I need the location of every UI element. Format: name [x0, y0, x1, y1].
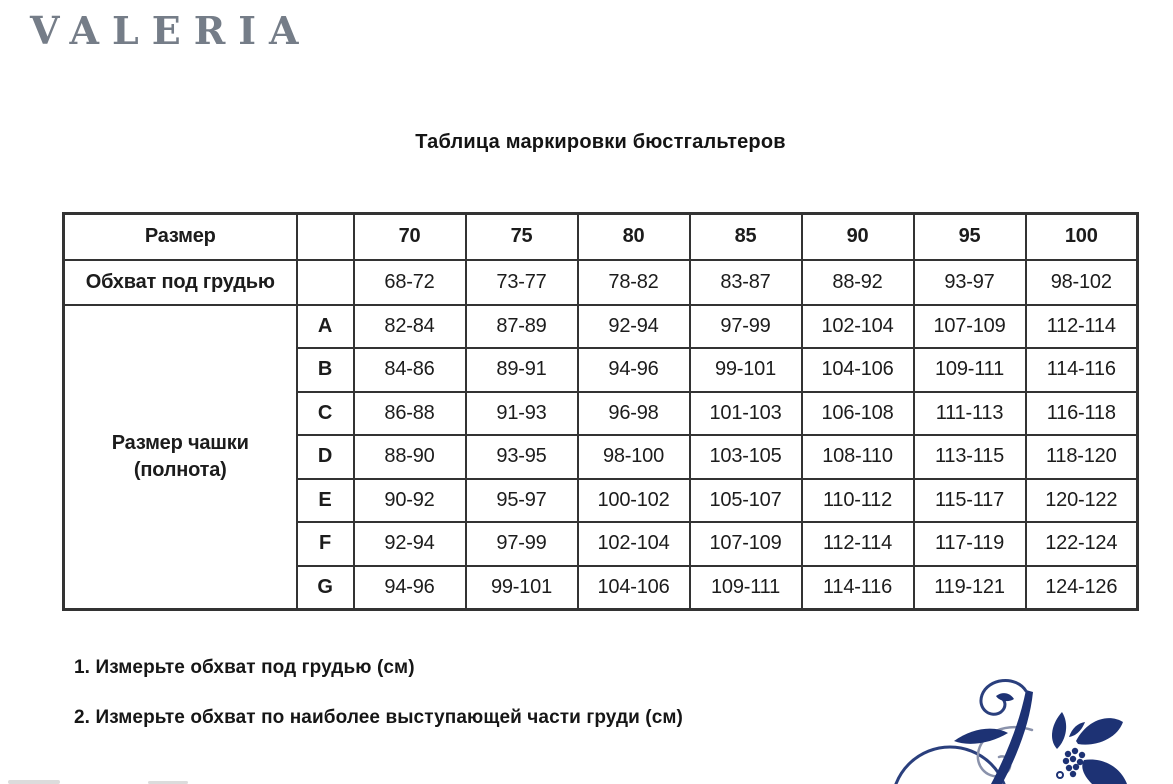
table-row-cup: [64, 305, 1138, 349]
cup-value: 97-99: [690, 305, 802, 349]
instruction-text: Измерьте обхват под грудью (см): [95, 657, 415, 678]
cup-value: 99-101: [690, 348, 802, 392]
page-title: Таблица маркировки бюстгальтеров: [415, 131, 786, 153]
cup-size-label: Размер чашки (полнота): [64, 305, 297, 610]
size-col-header: 95: [914, 214, 1026, 260]
cup-value: 107-109: [914, 305, 1026, 349]
instruction-item: [74, 655, 683, 681]
cup-value: 92-94: [354, 522, 466, 566]
instruction-number: 2.: [74, 707, 91, 728]
instructions: [74, 655, 683, 755]
cup-letter-cell: E: [297, 479, 354, 523]
cup-value: 104-106: [578, 566, 690, 610]
cup-letter-cell: D: [297, 435, 354, 479]
size-col-header: 100: [1026, 214, 1138, 260]
brand-logo: VALERIA: [30, 8, 312, 53]
floral-swirl-ornament-icon: [878, 678, 1130, 784]
underbust-row-label: Обхват под грудью: [64, 260, 297, 305]
cup-value: 101-103: [690, 392, 802, 436]
size-col-header: 85: [690, 214, 802, 260]
cup-value: 86-88: [354, 392, 466, 436]
size-table-wrapper: [62, 212, 1139, 611]
cup-letter-cell: B: [297, 348, 354, 392]
cup-value: 91-93: [466, 392, 578, 436]
cup-value: 109-111: [690, 566, 802, 610]
instruction-item: [74, 705, 683, 731]
cup-letter-cell: A: [297, 305, 354, 349]
cup-value: 105-107: [690, 479, 802, 523]
cup-letter-cell: F: [297, 522, 354, 566]
cup-value: 84-86: [354, 348, 466, 392]
cup-value: 90-92: [354, 479, 466, 523]
cup-value: 106-108: [802, 392, 914, 436]
cup-value: 104-106: [802, 348, 914, 392]
cup-value: 95-97: [466, 479, 578, 523]
cup-value: 117-119: [914, 522, 1026, 566]
size-table-body: [64, 214, 1138, 610]
underbust-value: 98-102: [1026, 260, 1138, 305]
cup-value: 87-89: [466, 305, 578, 349]
cup-value: 114-116: [802, 566, 914, 610]
size-col-header: 90: [802, 214, 914, 260]
underbust-value: 93-97: [914, 260, 1026, 305]
cup-value: 82-84: [354, 305, 466, 349]
cup-value: 103-105: [690, 435, 802, 479]
size-col-header: 80: [578, 214, 690, 260]
cup-value: 100-102: [578, 479, 690, 523]
cup-value: 94-96: [578, 348, 690, 392]
cup-value: 124-126: [1026, 566, 1138, 610]
cup-value: 102-104: [802, 305, 914, 349]
cup-value: 112-114: [1026, 305, 1138, 349]
cup-letter-cell: G: [297, 566, 354, 610]
cup-value: 99-101: [466, 566, 578, 610]
table-row-underbust: [64, 260, 1138, 305]
table-row-sizes: [64, 214, 1138, 260]
underbust-value: 83-87: [690, 260, 802, 305]
cup-value: 89-91: [466, 348, 578, 392]
cup-value: 109-111: [914, 348, 1026, 392]
cup-value: 102-104: [578, 522, 690, 566]
cup-value: 112-114: [802, 522, 914, 566]
cup-value: 98-100: [578, 435, 690, 479]
cut-off-text-remnant: [8, 780, 60, 784]
cup-value: 118-120: [1026, 435, 1138, 479]
cup-value: 93-95: [466, 435, 578, 479]
instruction-number: 1.: [74, 657, 91, 678]
cup-value: 111-113: [914, 392, 1026, 436]
cup-value: 110-112: [802, 479, 914, 523]
size-table: [62, 212, 1139, 611]
cup-value: 97-99: [466, 522, 578, 566]
cup-value: 113-115: [914, 435, 1026, 479]
cup-letter-cell: C: [297, 392, 354, 436]
underbust-value: 68-72: [354, 260, 466, 305]
cup-value: 96-98: [578, 392, 690, 436]
cup-value: 116-118: [1026, 392, 1138, 436]
underbust-value: 78-82: [578, 260, 690, 305]
cup-value: 114-116: [1026, 348, 1138, 392]
cup-value: 88-90: [354, 435, 466, 479]
cup-value: 94-96: [354, 566, 466, 610]
cup-value: 120-122: [1026, 479, 1138, 523]
cup-value: 115-117: [914, 479, 1026, 523]
underbust-value: 73-77: [466, 260, 578, 305]
spacer-cell: [297, 214, 354, 260]
size-row-label: Размер: [64, 214, 297, 260]
spacer-cell: [297, 260, 354, 305]
cup-value: 122-124: [1026, 522, 1138, 566]
cup-value: 119-121: [914, 566, 1026, 610]
size-col-header: 70: [354, 214, 466, 260]
cup-value: 92-94: [578, 305, 690, 349]
instruction-text: Измерьте обхват по наиболее выступающей части груди (см): [95, 707, 683, 728]
size-col-header: 75: [466, 214, 578, 260]
cup-value: 108-110: [802, 435, 914, 479]
cup-value: 107-109: [690, 522, 802, 566]
underbust-value: 88-92: [802, 260, 914, 305]
